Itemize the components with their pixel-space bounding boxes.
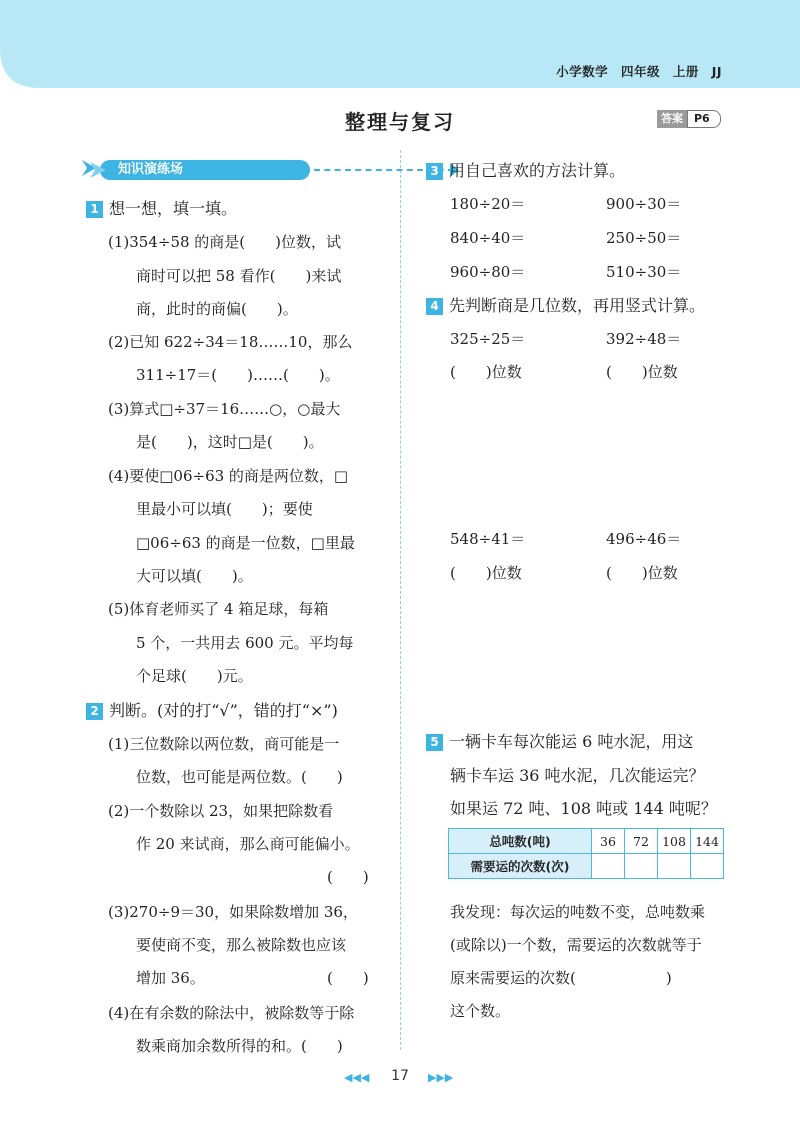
q1-heading: 1 想一想，填一填。 — [86, 196, 237, 219]
q2-heading: 2 判断。(对的打“√”，错的打“×”) — [86, 698, 338, 721]
header-grade: 四年级 — [620, 64, 660, 79]
q2-line: ( ) — [327, 868, 369, 886]
table-cell: 108 — [658, 829, 691, 854]
q4-blank: ( )位数 — [606, 363, 678, 381]
table-cell: 36 — [592, 829, 625, 854]
answer-page: P6 — [687, 110, 721, 128]
triple-right-arrow-icon: ▶▶▶ — [428, 1071, 454, 1084]
section-label: 知识演练场 — [118, 162, 184, 177]
q1-line: (4)要使□06÷63 的商是两位数，□ — [108, 467, 349, 485]
q1-line: 个足球( )元。 — [136, 667, 253, 685]
q2-line: (3)270÷9＝30，如果除数增加 36， — [108, 903, 358, 921]
q3-item: 180÷20＝ — [450, 195, 526, 213]
q3-number: 3 — [426, 163, 443, 180]
table-answer-cell[interactable] — [691, 854, 724, 879]
q1-line: (2)已知 622÷34＝18……10，那么 — [108, 333, 353, 351]
sparkle-icon — [78, 156, 114, 184]
header-series: 小学数学 — [556, 64, 609, 79]
header-info — [548, 62, 722, 80]
q3-item: 960÷80＝ — [450, 263, 526, 281]
q1-line: (5)体育老师买了 4 箱足球，每箱 — [108, 600, 329, 618]
q1-line: 5 个，一共用去 600 元。平均每 — [136, 634, 354, 652]
q1-number: 1 — [86, 201, 103, 218]
q3-item: 250÷50＝ — [606, 229, 682, 247]
q1-line: (3)算式□÷37＝16……○，○最大 — [108, 400, 341, 418]
q1-line: (1)354÷58 的商是( )位数，试 — [108, 233, 342, 251]
triple-left-arrow-icon: ◀◀◀ — [344, 1071, 370, 1084]
q4-item: 496÷46＝ — [606, 530, 682, 548]
q3-item: 510÷30＝ — [606, 263, 682, 281]
q5-conclusion-line: (或除以)一个数，需要运的次数就等于 — [450, 936, 702, 954]
q3-heading: 3 用自己喜欢的方法计算。 — [426, 158, 625, 181]
answer-tag — [657, 110, 721, 128]
q2-line: 增加 36。 — [136, 969, 205, 987]
table-cell: 144 — [691, 829, 724, 854]
q4-blank: ( )位数 — [450, 564, 522, 582]
answer-label: 答案 — [657, 110, 687, 128]
q2-number: 2 — [86, 703, 103, 720]
q3-item: 840÷40＝ — [450, 229, 526, 247]
table-row — [449, 854, 724, 879]
q2-line: (4)在有余数的除法中，被除数等于除 — [108, 1004, 355, 1022]
q2-line: 位数，也可能是两位数。( ) — [136, 768, 343, 786]
q1-line: 是( )，这时□是( )。 — [136, 433, 324, 451]
q1-line: 商时可以把 58 看作( )来试 — [136, 267, 342, 285]
table-header-tons: 总吨数(吨) — [449, 829, 592, 854]
q2-line: ( ) — [327, 969, 369, 987]
page-number: 17 — [391, 1068, 409, 1084]
q1-line: 商，此时的商偏( )。 — [136, 300, 298, 318]
q2-line: (1)三位数除以两位数，商可能是一 — [108, 735, 340, 753]
q1-line: 311÷17＝( )……( )。 — [136, 366, 340, 384]
q2-line: 要使商不变，那么被除数也应该 — [136, 936, 347, 954]
table-answer-cell[interactable] — [592, 854, 625, 879]
header-term: 上册 — [672, 64, 699, 79]
page-title: 整理与复习 — [345, 110, 455, 134]
q5-line: 5 一辆卡车每次能运 6 吨水泥，用这 — [426, 729, 693, 752]
q4-item: 325÷25＝ — [450, 330, 526, 348]
q4-item: 392÷48＝ — [606, 330, 682, 348]
q5-line: 辆卡车运 36 吨水泥，几次能运完？ — [450, 766, 705, 785]
q5-conclusion-line: 我发现：每次运的吨数不变，总吨数乘 — [450, 903, 706, 921]
table-answer-cell[interactable] — [625, 854, 658, 879]
table-answer-cell[interactable] — [658, 854, 691, 879]
q2-line: 数乘商加余数所得的和。( ) — [136, 1037, 343, 1055]
column-divider — [400, 150, 401, 1050]
table-row — [449, 829, 724, 854]
truck-table — [448, 828, 724, 879]
q2-line: (2)一个数除以 23，如果把除数看 — [108, 802, 334, 820]
header-edition: JJ — [711, 64, 722, 79]
q4-item: 548÷41＝ — [450, 530, 526, 548]
q5-line: 如果运 72 吨、108 吨或 144 吨呢？ — [450, 799, 717, 818]
q2-line: 作 20 来试商，那么商可能偏小。 — [136, 835, 360, 853]
q4-number: 4 — [426, 298, 443, 315]
q1-line: 大可以填( )。 — [136, 567, 253, 585]
q5-conclusion-line: 这个数。 — [450, 1002, 511, 1020]
table-cell: 72 — [625, 829, 658, 854]
q1-line: 里最小可以填( )；要使 — [136, 500, 313, 518]
section-banner — [78, 156, 383, 184]
q5-number: 5 — [426, 734, 443, 751]
q1-line: □06÷63 的商是一位数，□里最 — [136, 534, 355, 552]
table-header-trips: 需要运的次数(次) — [449, 854, 592, 879]
q4-blank: ( )位数 — [450, 363, 522, 381]
q5-conclusion-line: 原来需要运的次数( ) — [450, 969, 672, 987]
q3-item: 900÷30＝ — [606, 195, 682, 213]
q4-blank: ( )位数 — [606, 564, 678, 582]
q4-heading: 4 先判断商是几位数，再用竖式计算。 — [426, 293, 705, 316]
